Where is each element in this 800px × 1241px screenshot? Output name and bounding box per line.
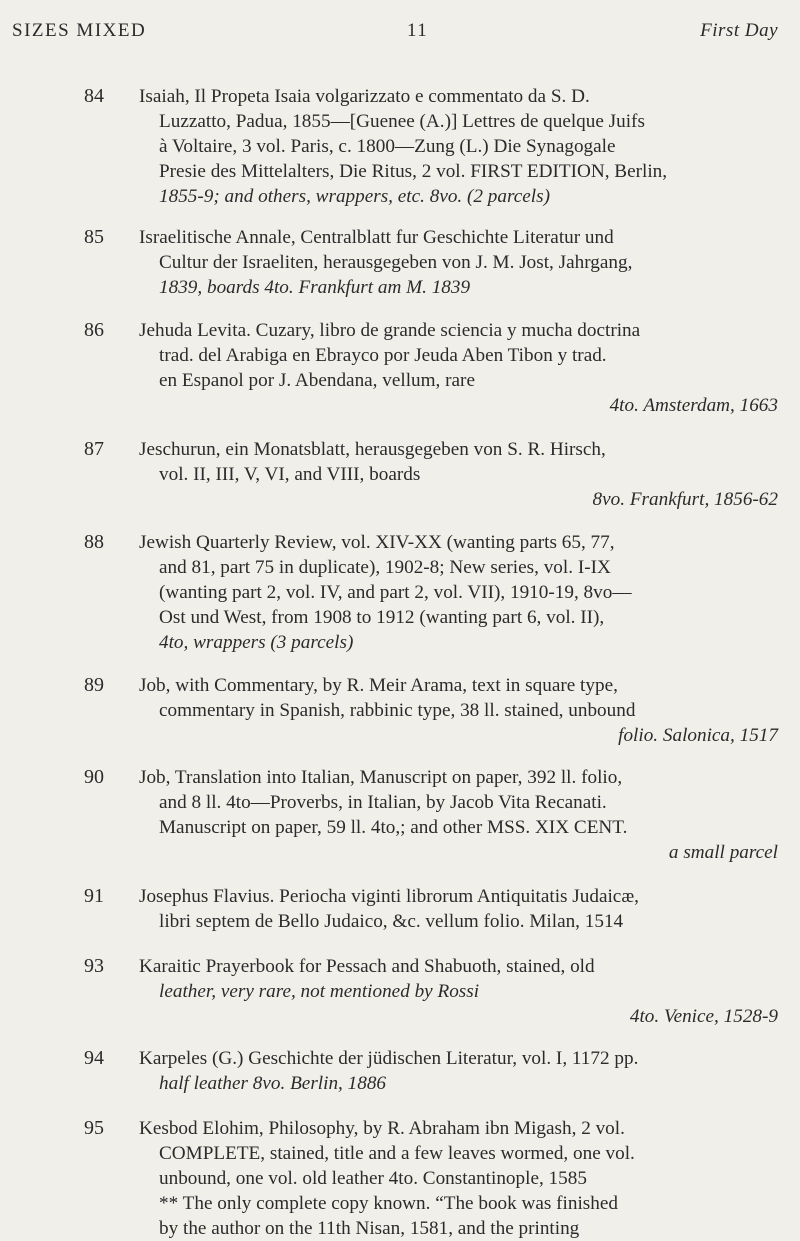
- lot-number: 94: [84, 1047, 104, 1069]
- lot-line: vol. II, III, V, VI, and VIII, boards: [159, 464, 421, 485]
- lot-line: COMPLETE, stained, title and a few leaves wormed, one vol.: [159, 1143, 635, 1164]
- lot-number: 90: [84, 766, 104, 788]
- lot-number: 95: [84, 1117, 104, 1139]
- lot-number: 86: [84, 319, 104, 341]
- lot-description: [139, 1046, 778, 1096]
- page-number: 11: [407, 20, 429, 41]
- lot-description: [139, 530, 778, 655]
- lot-line: trad. del Arabiga en Ebrayco por Jeuda Aben Tibon y trad.: [159, 345, 607, 366]
- lot-line: folio. Salonica, 1517: [618, 725, 778, 746]
- lot-line: Luzzatto, Padua, 1855—[Guenee (A.)] Lettres de quelque Juifs: [159, 111, 645, 132]
- lot-line: leather, very rare, not mentioned by Rossi: [159, 981, 480, 1002]
- lot-line: Job, with Commentary, by R. Meir Arama, text in square type,: [139, 675, 618, 696]
- running-header: [12, 20, 778, 46]
- lot-description: [139, 765, 778, 865]
- lot-line: and 81, part 75 in duplicate), 1902-8; New series, vol. I-IX: [159, 557, 611, 578]
- lot-line: Jehuda Levita. Cuzary, libro de grande sciencia y mucha doctrina: [139, 320, 641, 341]
- lot-description: [139, 884, 778, 934]
- lot-line: Josephus Flavius. Periocha viginti librorum Antiquitatis Judaicæ,: [139, 886, 639, 907]
- lot-line: Cultur der Israeliten, herausgegeben von J. M. Jost, Jahrgang,: [159, 252, 633, 273]
- lot-line: Jewish Quarterly Review, vol. XIV-XX (wanting parts 65, 77,: [139, 532, 615, 553]
- lot-line: Jeschurun, ein Monatsblatt, herausgegeben von S. R. Hirsch,: [139, 439, 606, 460]
- lot-line: half leather 8vo. Berlin, 1886: [159, 1073, 387, 1094]
- header-sale-day: First Day: [700, 20, 778, 41]
- lot-line: 4to. Amsterdam, 1663: [609, 395, 778, 416]
- lot-line: 4to. Venice, 1528-9: [629, 1006, 778, 1027]
- lot-number: 84: [84, 85, 104, 107]
- lot-number: 88: [84, 531, 104, 553]
- header-sizes-label: SIZES MIXED: [12, 20, 147, 41]
- lot-line: 1839, boards 4to. Frankfurt am M. 1839: [159, 277, 471, 298]
- lot-line: libri septem de Bello Judaico, &c. vellum folio. Milan, 1514: [159, 911, 624, 932]
- lot-number: 85: [84, 226, 104, 248]
- lot-number: 93: [84, 955, 104, 977]
- lot-number: 91: [84, 885, 104, 907]
- lot-description: [139, 225, 778, 300]
- lot-line: Job, Translation into Italian, Manuscript on paper, 392 ll. folio,: [139, 767, 623, 788]
- lot-line: 8vo. Frankfurt, 1856-62: [592, 489, 778, 510]
- lot-line: (wanting part 2, vol. IV, and part 2, vol. VII), 1910-19, 8vo—: [159, 582, 632, 603]
- lot-line: 1855-9; and others, wrappers, etc. 8vo. (2 parcels): [159, 186, 550, 207]
- lot-line: ** The only complete copy known. “The book was finished: [159, 1193, 618, 1214]
- lot-description: [139, 954, 778, 1029]
- lot-line: Isaiah, Il Propeta Isaia volgarizzato e commentato da S. D.: [139, 86, 590, 107]
- lot-line: en Espanol por J. Abendana, vellum, rare: [159, 370, 475, 391]
- lot-line: a small parcel: [668, 842, 778, 863]
- lot-description: [139, 318, 778, 418]
- lot-line: by the author on the 11th Nisan, 1581, and the printing: [159, 1218, 580, 1239]
- lot-description: [139, 437, 778, 512]
- lot-number: 87: [84, 438, 104, 460]
- lot-line: Karaitic Prayerbook for Pessach and Shabuoth, stained, old: [139, 956, 595, 977]
- lot-line: Ost und West, from 1908 to 1912 (wanting part 6, vol. II),: [159, 607, 605, 628]
- lot-line: 4to, wrappers (3 parcels): [159, 632, 354, 653]
- lot-line: unbound, one vol. old leather 4to. Constantinople, 1585: [159, 1168, 587, 1189]
- lot-line: commentary in Spanish, rabbinic type, 38 ll. stained, unbound: [159, 700, 636, 721]
- lot-description: [139, 673, 778, 748]
- lot-line: Manuscript on paper, 59 ll. 4to,; and other MSS. XIX CENT.: [159, 817, 628, 838]
- lot-line: Kesbod Elohim, Philosophy, by R. Abraham ibn Migash, 2 vol.: [139, 1118, 625, 1139]
- lot-line: and 8 ll. 4to—Proverbs, in Italian, by Jacob Vita Recanati.: [159, 792, 607, 813]
- lot-line: Presie des Mittelalters, Die Ritus, 2 vol. FIRST EDITION, Berlin,: [159, 161, 668, 182]
- lot-description: [139, 1116, 778, 1241]
- lot-number: 89: [84, 674, 104, 696]
- lot-line: à Voltaire, 3 vol. Paris, c. 1800—Zung (L.) Die Synagogale: [159, 136, 616, 157]
- lot-line: Israelitische Annale, Centralblatt fur Geschichte Literatur und: [139, 227, 614, 248]
- lot-line: Karpeles (G.) Geschichte der jüdischen Literatur, vol. I, 1172 pp.: [139, 1048, 639, 1069]
- lot-description: [139, 84, 778, 209]
